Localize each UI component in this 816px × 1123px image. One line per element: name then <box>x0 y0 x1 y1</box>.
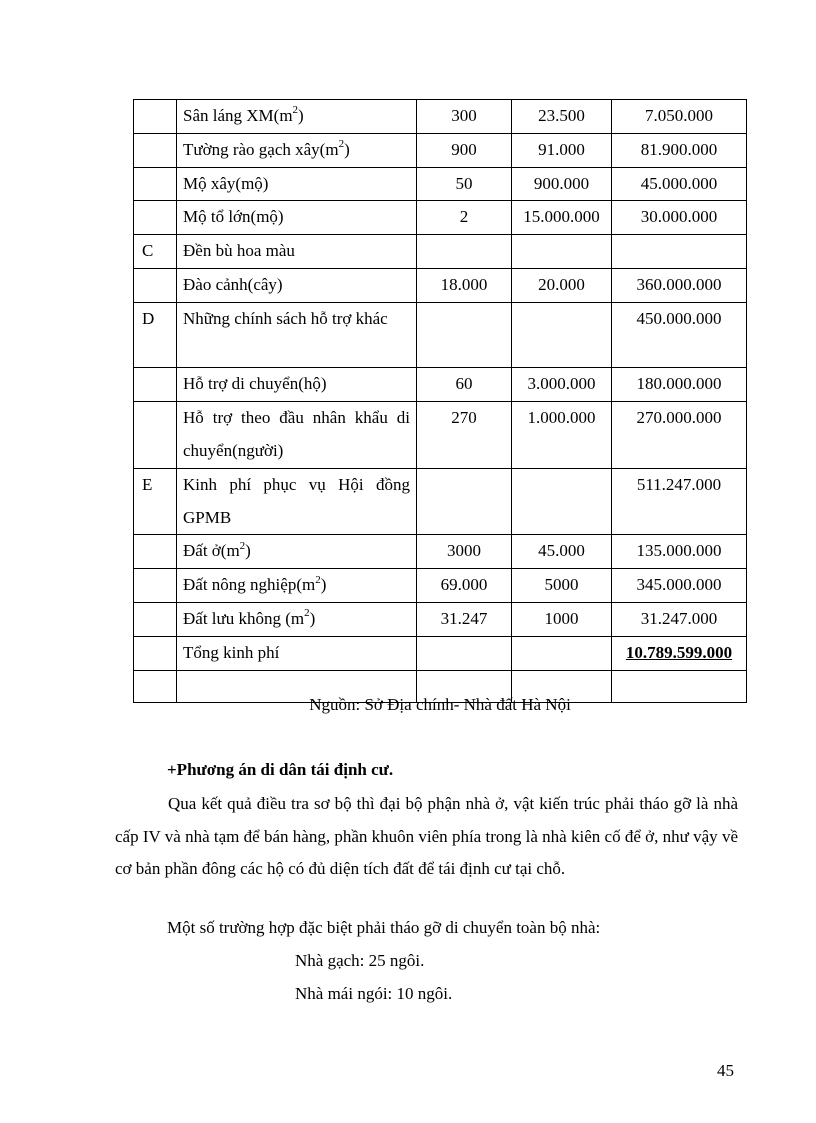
unit-superscript: 2 <box>304 607 310 620</box>
list-item-tile-roof-houses: Nhà mái ngói: 10 ngôi. <box>295 984 453 1003</box>
quantity-cell: 18.000 <box>417 268 512 302</box>
description-cell <box>177 100 417 134</box>
description-cell: Đào cảnh(cây) <box>177 268 417 302</box>
quantity-cell <box>417 302 512 368</box>
total-cell: 450.000.000 <box>612 302 747 368</box>
category-cell <box>134 402 177 469</box>
table-row <box>134 268 747 302</box>
description-text: Đất nông nghiệp(m <box>183 575 316 595</box>
total-cell: 345.000.000 <box>612 569 747 603</box>
page-number: 45 <box>717 1061 734 1080</box>
table-row <box>134 602 747 636</box>
total-cell: 7.050.000 <box>612 100 747 134</box>
description-cell: Đền bù hoa màu <box>177 235 417 269</box>
quantity-cell: 50 <box>417 167 512 201</box>
description-cell: Kinh phí phục vụ Hội đồng GPMB <box>177 468 417 535</box>
table-row <box>134 302 747 368</box>
description-cell: Mộ tổ lớn(mộ) <box>177 201 417 235</box>
table-row <box>134 636 747 670</box>
unit-close: ) <box>309 608 316 628</box>
description-cell: Tổng kinh phí <box>177 636 417 670</box>
quantity-cell: 60 <box>417 368 512 402</box>
total-cell: 10.789.599.000 <box>612 636 747 670</box>
table-row <box>134 133 747 167</box>
unit-price-cell: 45.000 <box>512 535 612 569</box>
unit-price-cell: 23.500 <box>512 100 612 134</box>
category-cell <box>134 100 177 134</box>
category-cell <box>134 167 177 201</box>
description-text: Đất lưu không (m <box>183 608 305 628</box>
category-cell <box>134 133 177 167</box>
description-cell <box>177 133 417 167</box>
unit-close: ) <box>320 575 327 595</box>
description-cell <box>177 535 417 569</box>
description-cell: Hỗ trợ theo đầu nhân khẩu di chuyển(người) <box>177 402 417 469</box>
category-cell <box>134 368 177 402</box>
category-cell <box>134 602 177 636</box>
description-cell: Hỗ trợ di chuyển(hộ) <box>177 368 417 402</box>
table-row <box>134 201 747 235</box>
unit-price-cell <box>512 302 612 368</box>
unit-price-cell: 5000 <box>512 569 612 603</box>
description-text: Tường rào gạch xây(m <box>183 139 339 159</box>
unit-price-cell <box>512 235 612 269</box>
total-cell: 31.247.000 <box>612 602 747 636</box>
description-cell <box>177 569 417 603</box>
description-cell: Những chính sách hỗ trợ khác <box>177 302 417 368</box>
quantity-cell <box>417 235 512 269</box>
paragraph: Qua kết quả điều tra sơ bộ thì đại bộ phận nhà ở, vật kiến trúc phải tháo gỡ là nhà cấp IV và nhà tạm để bán hàng, phần khuôn viên phía trong là nhà kiên cố để ở, như vậy về cơ bản phần đông các hộ có đủ diện tích đất để tái định cư tại chỗ. <box>115 794 738 878</box>
table-row <box>134 235 747 269</box>
category-cell: E <box>134 468 177 535</box>
category-cell: D <box>134 302 177 368</box>
paragraph-2: Một số trường hợp đặc biệt phải tháo gỡ di chuyển toàn bộ nhà: <box>167 918 601 937</box>
description-cell <box>177 602 417 636</box>
quantity-cell: 2 <box>417 201 512 235</box>
category-cell: C <box>134 235 177 269</box>
quantity-cell: 3000 <box>417 535 512 569</box>
total-cell: 135.000.000 <box>612 535 747 569</box>
unit-price-cell <box>512 468 612 535</box>
unit-price-cell: 15.000.000 <box>512 201 612 235</box>
total-cell: 30.000.000 <box>612 201 747 235</box>
table-row <box>134 100 747 134</box>
quantity-cell <box>417 636 512 670</box>
section-heading: +Phương án di dân tái định cư. <box>167 760 394 779</box>
unit-superscript: 2 <box>292 104 299 117</box>
unit-price-cell: 20.000 <box>512 268 612 302</box>
description-text: Đất ở(m <box>183 541 240 561</box>
unit-superscript: 2 <box>239 539 246 552</box>
unit-close: ) <box>344 139 350 159</box>
description-text: Sân láng XM(m <box>183 106 293 125</box>
unit-superscript: 2 <box>315 573 321 586</box>
quantity-cell: 300 <box>417 100 512 134</box>
unit-close: ) <box>298 106 304 125</box>
table-row <box>134 402 747 469</box>
table-body <box>134 100 747 703</box>
unit-price-cell: 3.000.000 <box>512 368 612 402</box>
total-cell: 45.000.000 <box>612 167 747 201</box>
quantity-cell: 69.000 <box>417 569 512 603</box>
table-row <box>134 535 747 569</box>
unit-price-cell: 91.000 <box>512 133 612 167</box>
category-cell <box>134 569 177 603</box>
unit-superscript: 2 <box>338 138 345 151</box>
quantity-cell: 900 <box>417 133 512 167</box>
source-note: Nguồn: Sở Địa chính- Nhà đất Hà Nội <box>309 695 571 714</box>
category-cell <box>134 201 177 235</box>
quantity-cell <box>417 468 512 535</box>
unit-price-cell: 900.000 <box>512 167 612 201</box>
total-cell: 81.900.000 <box>612 133 747 167</box>
quantity-cell: 270 <box>417 402 512 469</box>
table-row <box>134 569 747 603</box>
description-cell: Mộ xây(mộ) <box>177 167 417 201</box>
table-row <box>134 167 747 201</box>
category-cell <box>134 535 177 569</box>
unit-price-cell: 1000 <box>512 602 612 636</box>
category-cell <box>134 636 177 670</box>
total-cell <box>612 235 747 269</box>
total-cell: 360.000.000 <box>612 268 747 302</box>
total-cell: 270.000.000 <box>612 402 747 469</box>
list-item-brick-houses: Nhà gạch: 25 ngôi. <box>295 951 425 970</box>
total-cell: 511.247.000 <box>612 468 747 535</box>
unit-close: ) <box>245 541 251 561</box>
table-row <box>134 368 747 402</box>
quantity-cell: 31.247 <box>417 602 512 636</box>
unit-price-cell <box>512 636 612 670</box>
compensation-table <box>133 99 747 703</box>
table-row <box>134 468 747 535</box>
category-cell <box>134 268 177 302</box>
unit-price-cell: 1.000.000 <box>512 402 612 469</box>
total-cell: 180.000.000 <box>612 368 747 402</box>
